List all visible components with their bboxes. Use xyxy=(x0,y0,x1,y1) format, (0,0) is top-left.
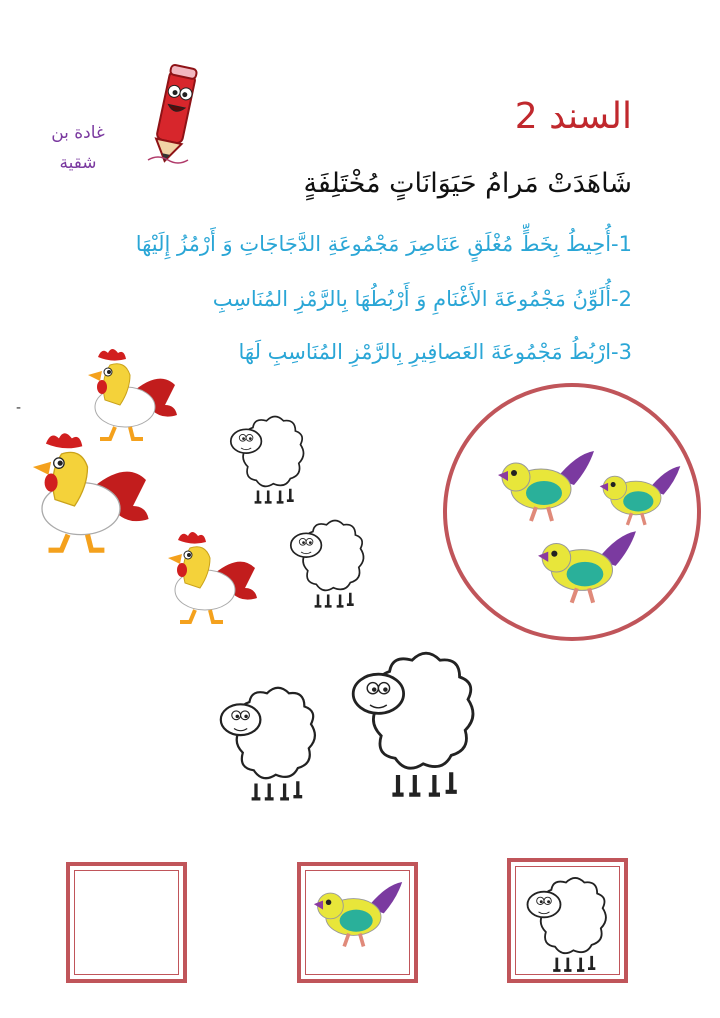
sheep-icon xyxy=(212,672,322,807)
bird-icon xyxy=(312,874,404,960)
author-line-1: غادة بن xyxy=(51,123,105,143)
symbol-box-empty[interactable] xyxy=(66,862,187,983)
page-subtitle: شَاهَدَتْ مَرامُ حَيَوَانَاتٍ مُخْتَلِفَةٍ xyxy=(303,168,632,199)
sheep-icon xyxy=(342,628,482,810)
sheep-icon xyxy=(284,508,369,613)
bird-icon xyxy=(598,464,682,532)
question-2: 2-أُلَوِّنُ مَجْمُوعَةَ الأَغْنَامِ وَ أَرْبُطُهَا بِالرَّمْزِ المُنَاسِبِ xyxy=(212,287,632,311)
rooster-icon xyxy=(20,428,155,558)
question-1: 1-أُحِيطُ بِخَطٍّ مُغْلَقٍ عَنَاصِرَ مَجْمُوعَةِ الدَّجَاجَاتِ وَ أَرْمُزُ إِلَيْهَا xyxy=(135,232,632,256)
bird-icon xyxy=(496,448,596,530)
stray-dash: - xyxy=(16,400,22,416)
sheep-icon xyxy=(520,866,612,976)
author-credit xyxy=(38,118,118,178)
rooster-icon xyxy=(160,528,260,628)
sheep-icon xyxy=(224,404,309,509)
author-line-2: شقية xyxy=(59,153,97,173)
bird-icon xyxy=(536,528,638,612)
page-title: السند 2 xyxy=(514,96,632,137)
question-3: 3-ارْبُطُ مَجْمُوعَةَ العَصافِيرِ بِالرَّمْزِ المُنَاسِبِ لَهَا xyxy=(238,340,632,364)
pencil-mascot-icon xyxy=(140,62,210,167)
